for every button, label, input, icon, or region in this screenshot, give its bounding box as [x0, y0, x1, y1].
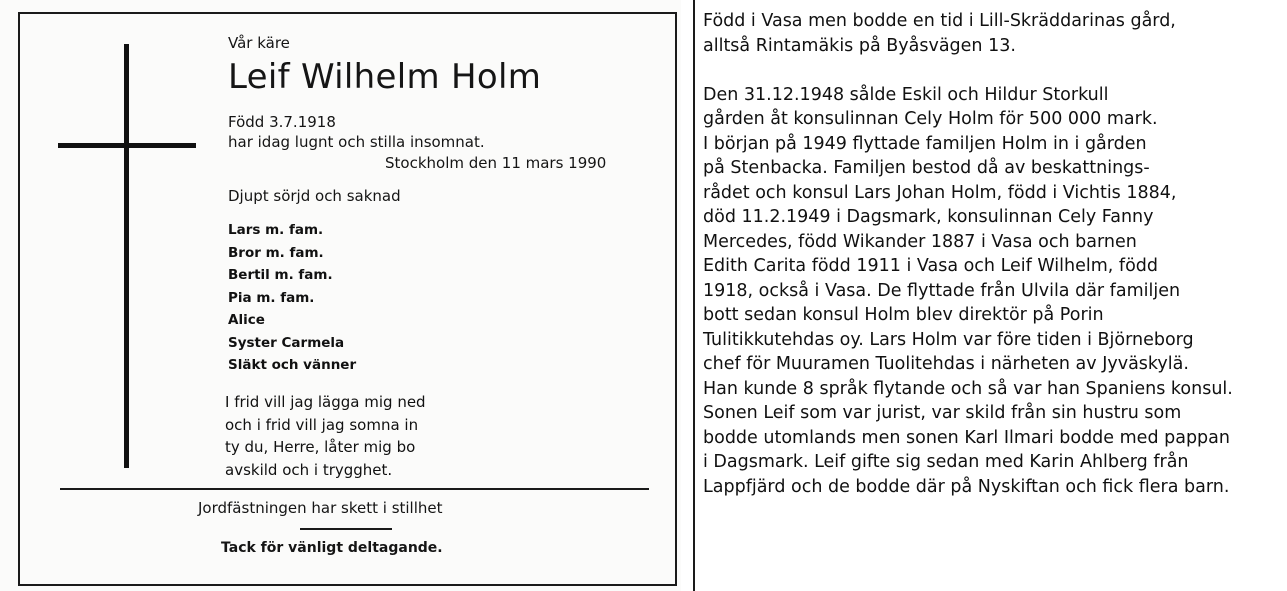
deceased-name: Leif Wilhelm Holm: [228, 57, 542, 97]
story-line: bott sedan konsul Holm blev direktör på Porin: [703, 305, 1104, 325]
story-line: Tulitikkutehdas oy. Lars Holm var före tiden i Björneborg: [703, 329, 1194, 350]
story-line: Född i Vasa men bodde en tid i Lill-Skräddarinas gård,: [703, 11, 1176, 31]
story-line: 1918, också i Vasa. De flyttade från Ulvila där familjen: [703, 280, 1181, 301]
story-line: Han kunde 8 språk flytande och så var han Spaniens konsul.: [703, 378, 1233, 399]
mourner: Släkt och vänner: [228, 357, 357, 373]
story-paragraph: [703, 9, 1287, 58]
mourning-text: Djupt sörjd och saknad: [228, 187, 401, 205]
mourner: Bror m. fam.: [228, 244, 324, 261]
story-line: rådet och konsul Lars Johan Holm, född i Vichtis 1884,: [703, 182, 1177, 203]
mourner: Pia m. fam.: [228, 289, 315, 306]
verse-line: I frid vill jag lägga mig ned: [225, 393, 426, 411]
verse-line: ty du, Herre, låter mig bo: [225, 438, 416, 456]
story-line: Den 31.12.1948 sålde Eskil och Hildur Storkull: [703, 84, 1109, 105]
divider-rule: [60, 488, 649, 490]
story-line: död 11.2.1949 i Dagsmark, konsulinnan Cely Fanny: [703, 207, 1154, 227]
story-line: i Dagsmark. Leif gifte sig sedan med Karin Ahlberg från: [703, 452, 1189, 472]
funeral-note: Jordfästningen har skett i stillhet: [198, 499, 443, 517]
story-line: Mercedes, född Wikander 1887 i Vasa och barnen: [703, 231, 1137, 252]
place-and-date: Stockholm den 11 mars 1990: [385, 154, 607, 172]
cross-vertical-bar: [124, 44, 129, 468]
story-line: Edith Carita född 1911 i Vasa och Leif Wilhelm, född: [703, 256, 1158, 276]
story-line: bodde utomlands men sonen Karl Ilmari bodde med pappan: [703, 427, 1230, 448]
mourners-list: [228, 219, 356, 377]
cross-horizontal-bar: [58, 143, 196, 148]
story-line: I början på 1949 flyttade familjen Holm in i gården: [703, 133, 1147, 154]
story-text: [703, 9, 1287, 499]
mourner: Alice: [228, 312, 265, 328]
passed-away-text: har idag lugnt och stilla insomnat.: [228, 133, 485, 151]
story-line: gården åt konsulinnan Cely Holm för 500 000 mark.: [703, 109, 1158, 129]
short-divider-rule: [300, 528, 392, 530]
mourner: Lars m. fam.: [228, 222, 324, 238]
story-paragraph: [703, 83, 1287, 500]
story-line: chef för Muuramen Tuolitehdas i närheten av Jyväskylä.: [703, 354, 1189, 374]
thanks-note: Tack för vänligt deltagande.: [221, 540, 443, 556]
story-line: Sonen Leif som var jurist, var skild från sin hustru som: [703, 403, 1182, 423]
story-line: på Stenbacka. Familjen bestod då av beskattnings-: [703, 158, 1150, 178]
mourner: Bertil m. fam.: [228, 267, 333, 283]
mourner: Syster Carmela: [228, 334, 345, 351]
notice-intro: Vår käre: [228, 34, 290, 52]
birth-date: Född 3.7.1918: [228, 113, 336, 131]
story-line: Lappfjärd och de bodde där på Nyskiftan och fick flera barn.: [703, 476, 1230, 497]
verse-line: och i frid vill jag somna in: [225, 415, 419, 434]
verse: [225, 391, 426, 481]
verse-line: avskild och i trygghet.: [225, 460, 393, 479]
story-line: alltså Rintamäkis på Byåsvägen 13.: [703, 35, 1016, 56]
column-divider: [693, 0, 695, 591]
